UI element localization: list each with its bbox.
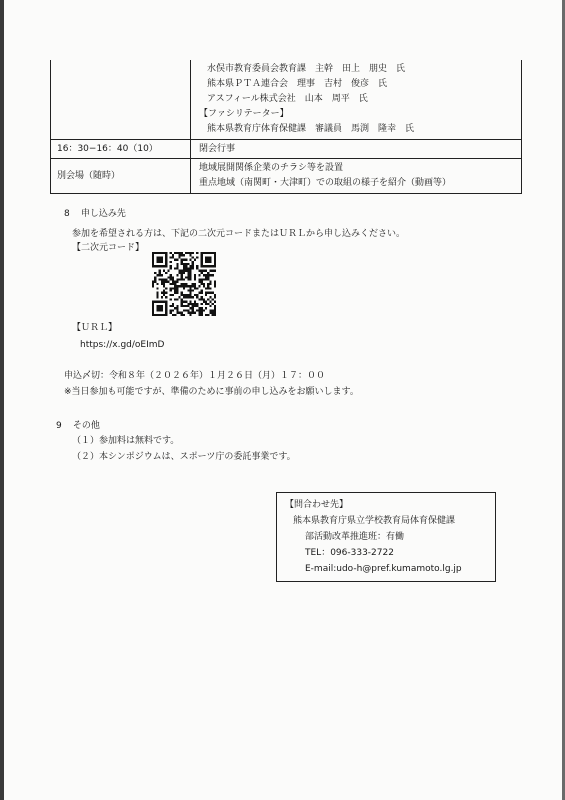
contact-email: E-mail:udo-h@pref.kumamoto.lg.jp [305, 564, 462, 574]
signup-url-link[interactable]: https://x.gd/oEImD [80, 340, 165, 350]
section-9-title: その他 [72, 421, 100, 431]
panelist-3: アスフィール株式会社 山本 周平 氏 [207, 94, 368, 104]
qr-label: 【二次元コード】 [72, 243, 145, 253]
closing-time: 16：30−16：40（10） [51, 140, 191, 158]
panelist-2: 熊本県ＰＴＡ連合会 理事 吉村 俊彦 氏 [207, 79, 388, 89]
scan-edge-left [0, 0, 4, 800]
list-item-commission: （２）本シンポジウムは、スポーツ庁の委託事業です。 [72, 452, 296, 462]
table-row-venue [51, 158, 521, 193]
venue-line-1: 地域展開関係企業のチラシ等を設置 [199, 163, 344, 173]
section-8-intro: 参加を希望される方は、下記の二次元コードまたはＵＲＬから申し込みください。 [72, 229, 406, 239]
contact-box [276, 492, 496, 582]
time-cell-empty [51, 60, 191, 139]
venue-cell [191, 159, 521, 193]
venue-line-2: 重点地域（南関町・大津町）での取組の様子を紹介（動画等） [199, 178, 452, 188]
contact-team: 部活動改革推進班：有働 [305, 532, 405, 542]
deadline-text: 申込〆切：令和８年（２０２６年）１月２６日（月）１７：００ [64, 371, 326, 381]
table-row-panel [51, 60, 521, 139]
contact-heading: 【問合わせ先】 [285, 500, 349, 510]
section-8-number: 8 [64, 209, 70, 219]
table-row-closing [51, 139, 521, 158]
list-item-fee: （１）参加料は無料です。 [72, 436, 180, 446]
venue-label: 別会場（随時） [57, 171, 121, 181]
closing-label: 閉会行事 [199, 144, 236, 154]
section-9-number: 9 [56, 421, 62, 431]
section-8-heading [64, 208, 126, 221]
panelist-1: 水俣市教育委員会教育課 主幹 田上 朋史 氏 [207, 64, 406, 74]
qr-code-image[interactable] [152, 252, 216, 316]
panel-cell [191, 60, 521, 139]
contact-org: 熊本県教育庁県立学校教育局体育保健課 [293, 516, 456, 526]
schedule-table [50, 60, 522, 194]
venue-label-cell [51, 159, 191, 193]
facilitator-name: 熊本県教育庁体育保健課 審議員 馬渕 隆幸 氏 [207, 124, 415, 134]
section-9-heading [56, 420, 100, 433]
section-8-title: 申し込み先 [80, 209, 126, 219]
contact-tel: TEL：096-333-2722 [305, 548, 394, 558]
url-label: 【ＵＲＬ】 [72, 323, 118, 333]
facilitator-heading: 【ファシリテーター】 [199, 109, 289, 119]
walk-in-note: ※当日参加も可能ですが、準備のために事前の申し込みをお願いします。 [64, 387, 359, 397]
